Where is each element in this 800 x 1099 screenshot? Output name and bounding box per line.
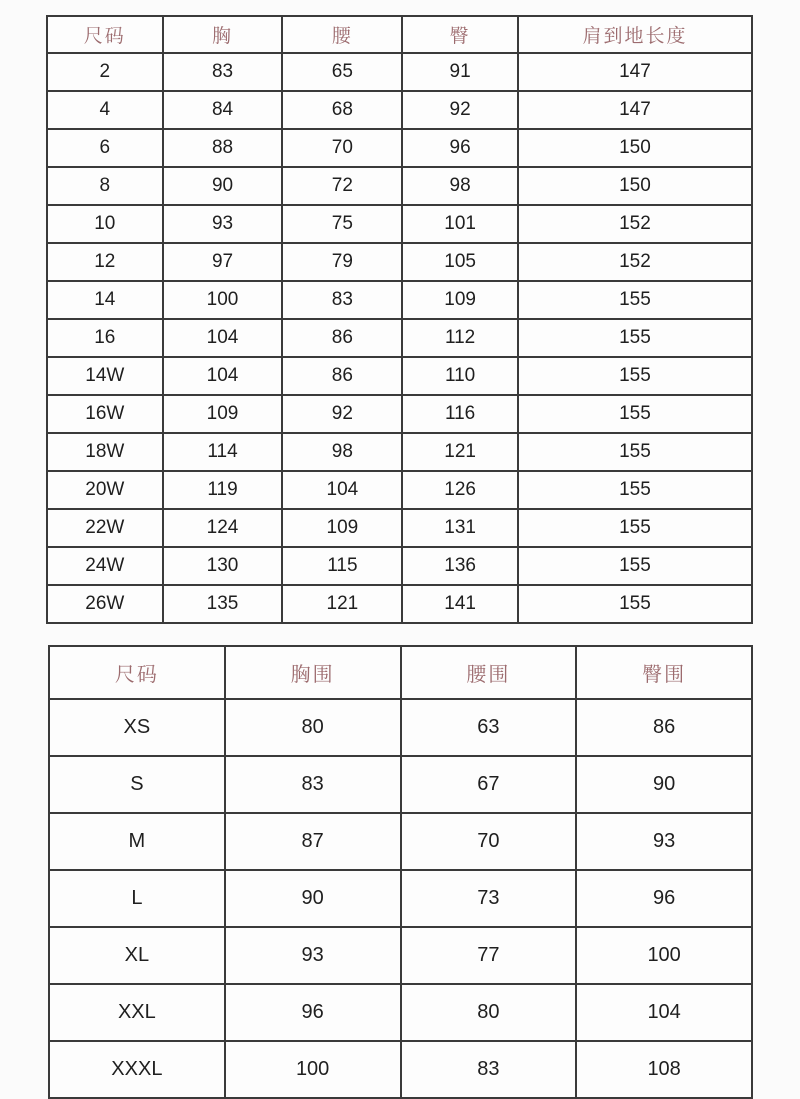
measurement-cell: 98	[282, 433, 402, 471]
table-row	[47, 585, 752, 623]
column-header: 肩到地长度	[518, 16, 752, 53]
measurement-cell: 152	[518, 243, 752, 281]
size-cell: XL	[49, 927, 225, 984]
measurement-cell: 67	[401, 756, 577, 813]
table-row	[47, 243, 752, 281]
measurement-cell: 90	[163, 167, 283, 205]
size-cell: 16W	[47, 395, 163, 433]
measurement-cell: 155	[518, 471, 752, 509]
column-header: 臀	[402, 16, 518, 53]
measurement-cell: 155	[518, 585, 752, 623]
column-header: 尺码	[49, 646, 225, 699]
column-header: 腰	[282, 16, 402, 53]
table-row	[47, 91, 752, 129]
table-row	[49, 756, 752, 813]
measurement-cell: 109	[282, 509, 402, 547]
measurement-cell: 131	[402, 509, 518, 547]
measurement-cell: 155	[518, 357, 752, 395]
measurement-cell: 97	[163, 243, 283, 281]
measurement-cell: 86	[576, 699, 752, 756]
measurement-cell: 91	[402, 53, 518, 91]
measurement-cell: 75	[282, 205, 402, 243]
size-cell: 18W	[47, 433, 163, 471]
measurement-cell: 70	[282, 129, 402, 167]
measurement-cell: 77	[401, 927, 577, 984]
measurement-cell: 63	[401, 699, 577, 756]
measurement-cell: 104	[282, 471, 402, 509]
measurement-cell: 88	[163, 129, 283, 167]
measurement-cell: 155	[518, 395, 752, 433]
measurement-cell: 93	[163, 205, 283, 243]
size-cell: XS	[49, 699, 225, 756]
column-header: 腰围	[401, 646, 577, 699]
table-row	[47, 53, 752, 91]
size-cell: XXXL	[49, 1041, 225, 1098]
measurement-cell: 83	[225, 756, 401, 813]
measurement-cell: 136	[402, 547, 518, 585]
measurement-cell: 79	[282, 243, 402, 281]
measurement-cell: 70	[401, 813, 577, 870]
measurement-cell: 121	[402, 433, 518, 471]
table-row	[47, 205, 752, 243]
column-header: 尺码	[47, 16, 163, 53]
numeric-size-table	[46, 15, 753, 624]
numeric-size-table-body	[47, 53, 752, 623]
measurement-cell: 100	[576, 927, 752, 984]
measurement-cell: 104	[163, 319, 283, 357]
measurement-cell: 116	[402, 395, 518, 433]
letter-size-table-body	[49, 699, 752, 1098]
measurement-cell: 96	[225, 984, 401, 1041]
measurement-cell: 73	[401, 870, 577, 927]
measurement-cell: 155	[518, 319, 752, 357]
measurement-cell: 96	[576, 870, 752, 927]
measurement-cell: 68	[282, 91, 402, 129]
measurement-cell: 86	[282, 357, 402, 395]
letter-size-table	[48, 645, 753, 1099]
measurement-cell: 108	[576, 1041, 752, 1098]
measurement-cell: 147	[518, 53, 752, 91]
measurement-cell: 96	[402, 129, 518, 167]
size-cell: 4	[47, 91, 163, 129]
size-cell: 8	[47, 167, 163, 205]
measurement-cell: 90	[576, 756, 752, 813]
measurement-cell: 90	[225, 870, 401, 927]
measurement-cell: 93	[576, 813, 752, 870]
measurement-cell: 65	[282, 53, 402, 91]
measurement-cell: 105	[402, 243, 518, 281]
table-row	[49, 699, 752, 756]
measurement-cell: 152	[518, 205, 752, 243]
table-row	[47, 357, 752, 395]
table-row	[47, 547, 752, 585]
measurement-cell: 114	[163, 433, 283, 471]
measurement-cell: 104	[163, 357, 283, 395]
numeric-size-table-header	[47, 16, 752, 53]
measurement-cell: 110	[402, 357, 518, 395]
table-row	[47, 509, 752, 547]
measurement-cell: 119	[163, 471, 283, 509]
measurement-cell: 92	[282, 395, 402, 433]
table-row	[47, 281, 752, 319]
table-row	[47, 471, 752, 509]
measurement-cell: 87	[225, 813, 401, 870]
measurement-cell: 80	[225, 699, 401, 756]
measurement-cell: 155	[518, 509, 752, 547]
measurement-cell: 109	[163, 395, 283, 433]
measurement-cell: 104	[576, 984, 752, 1041]
measurement-cell: 130	[163, 547, 283, 585]
size-cell: 16	[47, 319, 163, 357]
measurement-cell: 93	[225, 927, 401, 984]
size-cell: 14W	[47, 357, 163, 395]
size-cell: 22W	[47, 509, 163, 547]
measurement-cell: 80	[401, 984, 577, 1041]
size-cell: 10	[47, 205, 163, 243]
measurement-cell: 141	[402, 585, 518, 623]
size-cell: XXL	[49, 984, 225, 1041]
measurement-cell: 155	[518, 547, 752, 585]
measurement-cell: 72	[282, 167, 402, 205]
column-header: 臀围	[576, 646, 752, 699]
size-cell: S	[49, 756, 225, 813]
measurement-cell: 155	[518, 281, 752, 319]
measurement-cell: 100	[163, 281, 283, 319]
table-row	[47, 167, 752, 205]
measurement-cell: 126	[402, 471, 518, 509]
measurement-cell: 124	[163, 509, 283, 547]
measurement-cell: 86	[282, 319, 402, 357]
size-cell: 14	[47, 281, 163, 319]
table-row	[49, 927, 752, 984]
table-row	[47, 433, 752, 471]
measurement-cell: 155	[518, 433, 752, 471]
measurement-cell: 147	[518, 91, 752, 129]
header-row	[49, 646, 752, 699]
table-row	[47, 319, 752, 357]
size-cell: 26W	[47, 585, 163, 623]
column-header: 胸围	[225, 646, 401, 699]
size-cell: 2	[47, 53, 163, 91]
table-row	[49, 813, 752, 870]
size-cell: 20W	[47, 471, 163, 509]
measurement-cell: 109	[402, 281, 518, 319]
measurement-cell: 83	[282, 281, 402, 319]
table-row	[47, 129, 752, 167]
measurement-cell: 121	[282, 585, 402, 623]
measurement-cell: 135	[163, 585, 283, 623]
column-header: 胸	[163, 16, 283, 53]
measurement-cell: 83	[163, 53, 283, 91]
measurement-cell: 98	[402, 167, 518, 205]
measurement-cell: 100	[225, 1041, 401, 1098]
measurement-cell: 112	[402, 319, 518, 357]
table-row	[49, 1041, 752, 1098]
measurement-cell: 150	[518, 167, 752, 205]
table-row	[49, 870, 752, 927]
size-cell: 6	[47, 129, 163, 167]
size-cell: L	[49, 870, 225, 927]
measurement-cell: 92	[402, 91, 518, 129]
size-cell: 24W	[47, 547, 163, 585]
measurement-cell: 115	[282, 547, 402, 585]
size-cell: M	[49, 813, 225, 870]
size-cell: 12	[47, 243, 163, 281]
measurement-cell: 83	[401, 1041, 577, 1098]
table-row	[49, 984, 752, 1041]
measurement-cell: 101	[402, 205, 518, 243]
letter-size-table-header	[49, 646, 752, 699]
table-row	[47, 395, 752, 433]
measurement-cell: 150	[518, 129, 752, 167]
measurement-cell: 84	[163, 91, 283, 129]
header-row	[47, 16, 752, 53]
